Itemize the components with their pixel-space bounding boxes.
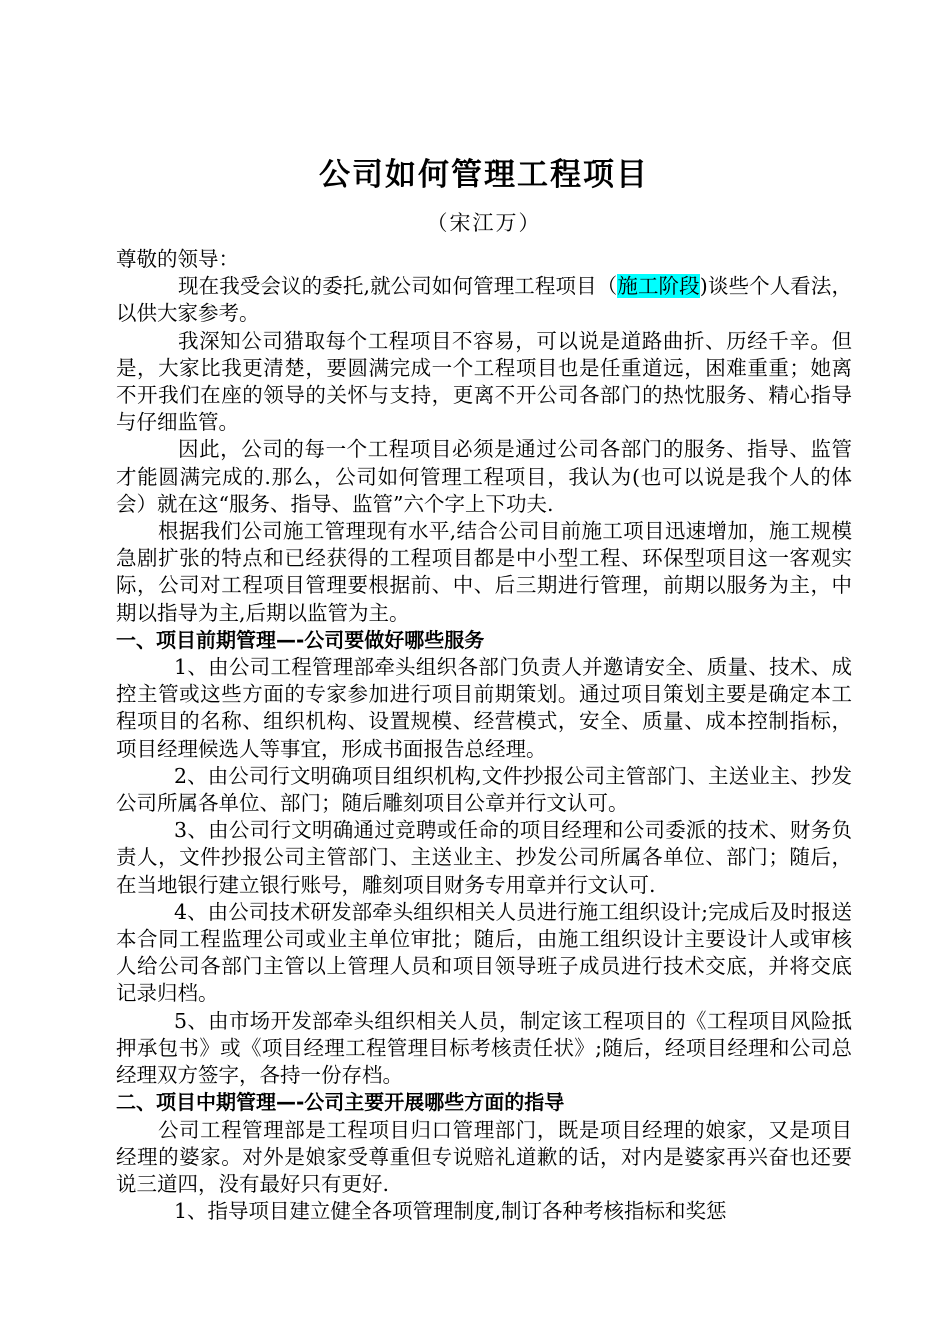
paragraph-1-part-b: )谈些个人看法，以供大家参考。 — [116, 274, 853, 326]
document-title: 公司如何管理工程项目 — [319, 157, 649, 193]
document-author: （宋江万） — [426, 211, 542, 235]
paragraph-1-part-a: 现在我受会议的委托,就公司如何管理工程项目（ — [178, 274, 618, 299]
paragraph-4: 根据我们公司施工管理现有水平,结合公司目前施工项目迅速增加，施工规模急剧扩张的特点和已经获得的工程项目都是中小型工程、环保型项目这一客观实际，公司对工程项目管理要根据前、中、后三期进行管理，前期以服务为主，中期以指导为主,后期以监管为主。 — [116, 519, 852, 625]
salutation: 尊敬的领导： — [116, 247, 239, 271]
list-item-1: 1、由公司工程管理部牵头组织各部门负责人并邀请安全、质量、技术、成控主管或这些方面的专家参加进行项目前期策划。通过项目策划主要是确定本工程项目的名称、组织机构、设置规模、经营模式，安全、质量、成本控制指标，项目经理候选人等事宜，形成书面报告总经理。 — [116, 655, 852, 761]
list-item-4: 4、由公司技术研发部牵头组织相关人员进行施工组织设计;完成后及时报送本合同工程监理公司或业主单位审批；随后，由施工组织设计主要设计人或审核人给公司各部门主管以上管理人员和项目领导班子成员进行技术交底，并将交底记录归档。 — [116, 899, 852, 1006]
paragraph-1 — [116, 273, 852, 327]
section-heading-2: 二、项目中期管理—-公司主要开展哪些方面的指导 — [116, 1090, 565, 1115]
list-item-3: 3、由公司行文明确通过竞聘或任命的项目经理和公司委派的技术、财务负责人，文件抄报公司主管部门、主送业主、抄发公司所属各单位、部门；随后，在当地银行建立银行账号，雕刻项目财务专用章并行文认可. — [116, 818, 852, 897]
list-item-2: 2、由公司行文明确项目组织机构,文件抄报公司主管部门、主送业主、抄发公司所属各单位、部门；随后雕刻项目公章并行文认可。 — [116, 763, 852, 816]
document-body — [116, 246, 852, 1225]
paragraph-5: 公司工程管理部是工程项目归口管理部门，既是项目经理的娘家，又是项目经理的婆家。对外是娘家受尊重但专说赔礼道歉的话，对内是婆家再兴奋也还要说三道四，没有最好只有更好. — [116, 1117, 852, 1196]
highlighted-text: 施工阶段 — [617, 274, 700, 299]
list-item-5: 5、由市场开发部牵头组织相关人员，制定该工程项目的《工程项目风险抵押承包书》或《项目经理工程管理目标考核责任状》;随后，经项目经理和公司总经理双方签字，各持一份存档。 — [116, 1008, 852, 1088]
list-item-6: 1、指导项目建立健全各项管理制度,制订各种考核指标和奖惩 — [174, 1199, 727, 1224]
paragraph-2: 我深知公司猎取每个工程项目不容易，可以说是道路曲折、历经千辛。但是，大家比我更清楚，要圆满完成一个工程项目也是任重道远，困难重重；她离不开我们在座的领导的关怀与支持，更离不开公司各部门的热忱服务、精心指导与仔细监管。 — [116, 328, 852, 435]
section-heading-1: 一、项目前期管理—-公司要做好哪些服务 — [116, 627, 485, 652]
paragraph-3: 因此，公司的每一个工程项目必须是通过公司各部门的服务、指导、监管才能圆满完成的.那么，公司如何管理工程项目，我认为(也可以说是我个人的体会）就在这“服务、指导、监管”六个字上下功夫. — [116, 437, 852, 516]
